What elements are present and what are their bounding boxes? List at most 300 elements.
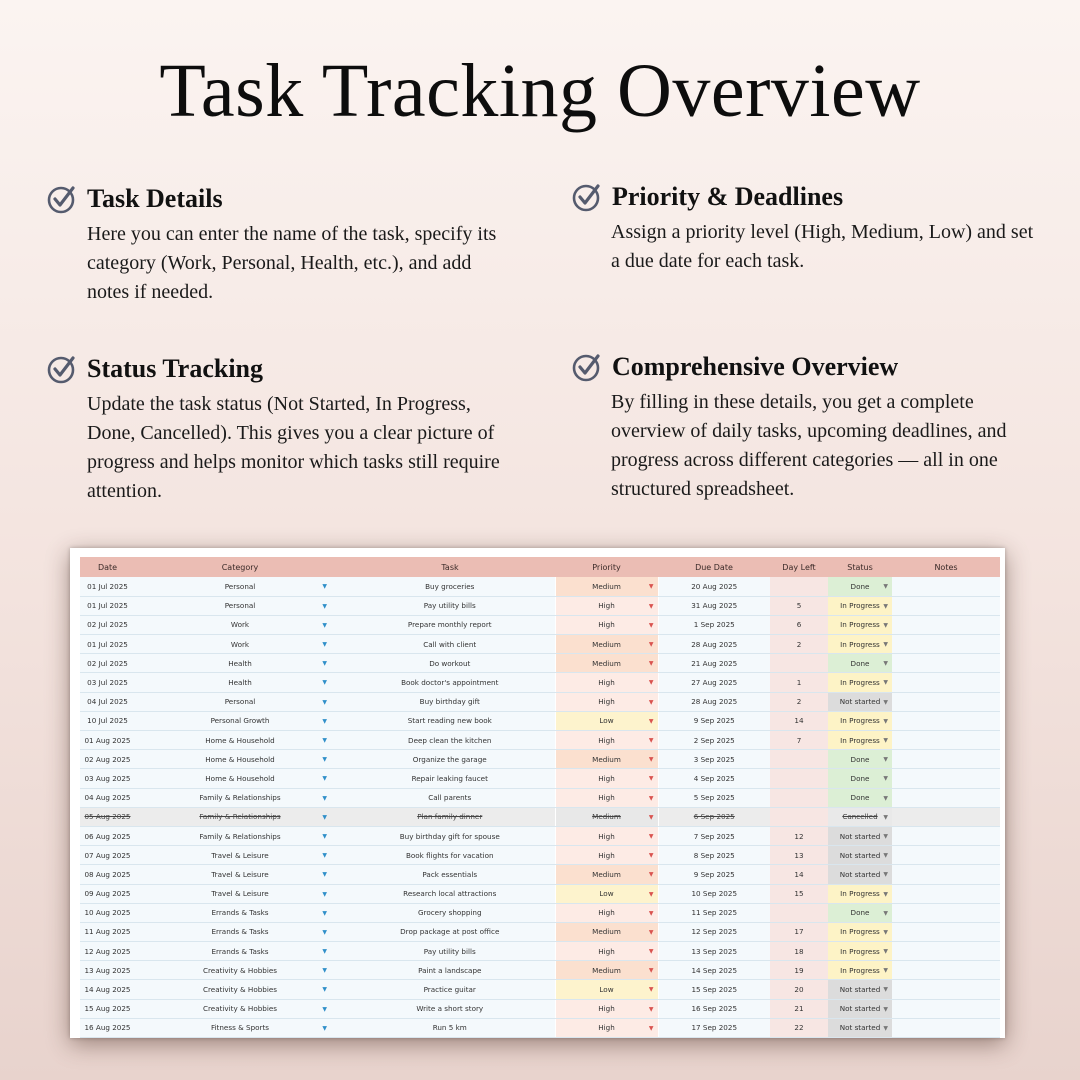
cell-priority[interactable] [555,807,658,826]
table-row[interactable] [80,826,1000,845]
cell-due-date[interactable] [658,865,770,884]
cell-day-left[interactable] [770,903,828,922]
dropdown-arrow-icon[interactable]: ▼ [322,1005,327,1013]
table-row[interactable] [80,999,1000,1018]
table-row[interactable] [80,692,1000,711]
cell-task[interactable] [345,731,555,750]
dropdown-arrow-icon[interactable]: ▼ [648,583,654,590]
cell-notes[interactable] [892,615,1000,634]
cell-priority[interactable] [555,711,658,730]
cell-due-date[interactable] [658,769,770,788]
cell-priority[interactable] [555,922,658,941]
header-task[interactable]: Task [345,557,555,577]
cell-priority[interactable] [555,596,658,615]
cell-priority[interactable] [555,1018,658,1037]
cell-due-date[interactable] [658,884,770,903]
cell-priority[interactable] [555,692,658,711]
cell-notes[interactable] [892,807,1000,826]
cell-day-left[interactable] [770,750,828,769]
cell-priority[interactable] [555,635,658,654]
cell-category[interactable] [135,577,345,596]
dropdown-arrow-icon[interactable]: ▼ [648,756,654,764]
table-row[interactable] [80,807,1000,826]
cell-category[interactable] [135,615,345,634]
cell-day-left[interactable] [770,615,828,634]
table-header-row [80,557,1000,577]
dropdown-arrow-icon[interactable]: ▼ [883,660,888,668]
cell-day-left[interactable] [770,769,828,788]
cell-task[interactable] [345,865,555,884]
dropdown-arrow-icon[interactable]: ▼ [648,717,654,725]
cell-status[interactable] [828,846,892,865]
cell-date[interactable] [80,846,135,865]
cell-date[interactable] [80,903,135,922]
cell-priority[interactable] [555,865,658,884]
cell-status[interactable] [828,692,892,711]
dropdown-arrow-icon[interactable]: ▼ [883,871,888,879]
cell-notes[interactable] [892,884,1000,903]
cell-day-left[interactable] [770,980,828,999]
cell-date[interactable] [80,750,135,769]
dropdown-arrow-icon[interactable]: ▼ [322,583,327,590]
cell-date[interactable] [80,769,135,788]
cell-date[interactable] [80,826,135,845]
cell-day-left[interactable] [770,654,828,673]
cell-task[interactable] [345,922,555,941]
dropdown-arrow-icon[interactable]: ▼ [648,928,654,936]
cell-notes[interactable] [892,654,1000,673]
cell-category[interactable] [135,596,345,615]
cell-day-left[interactable] [770,635,828,654]
cell-category[interactable] [135,769,345,788]
table-row[interactable] [80,711,1000,730]
cell-date[interactable] [80,1018,135,1037]
cell-status[interactable] [828,961,892,980]
table-row[interactable] [80,750,1000,769]
cell-notes[interactable] [892,922,1000,941]
dropdown-arrow-icon[interactable]: ▼ [322,909,327,917]
cell-notes[interactable] [892,961,1000,980]
cell-due-date[interactable] [658,673,770,692]
dropdown-arrow-icon[interactable]: ▼ [883,1005,888,1013]
cell-status[interactable] [828,826,892,845]
cell-date[interactable] [80,654,135,673]
dropdown-arrow-icon[interactable]: ▼ [648,621,654,629]
dropdown-arrow-icon[interactable]: ▼ [322,660,327,668]
cell-day-left[interactable] [770,961,828,980]
table-row[interactable] [80,615,1000,634]
cell-task[interactable] [345,711,555,730]
cell-category[interactable] [135,711,345,730]
dropdown-arrow-icon[interactable]: ▼ [883,813,888,821]
cell-notes[interactable] [892,731,1000,750]
cell-day-left[interactable] [770,826,828,845]
dropdown-arrow-icon[interactable]: ▼ [883,583,888,590]
table-row[interactable] [80,788,1000,807]
cell-date[interactable] [80,980,135,999]
cell-date[interactable] [80,884,135,903]
cell-status[interactable] [828,1018,892,1037]
cell-status[interactable] [828,635,892,654]
dropdown-arrow-icon[interactable]: ▼ [648,890,654,898]
cell-category[interactable] [135,884,345,903]
cell-category[interactable] [135,635,345,654]
table-row[interactable] [80,577,1000,596]
cell-category[interactable] [135,1018,345,1037]
cell-task[interactable] [345,807,555,826]
dropdown-arrow-icon[interactable]: ▼ [648,794,654,802]
cell-task[interactable] [345,884,555,903]
cell-category[interactable] [135,807,345,826]
dropdown-arrow-icon[interactable]: ▼ [322,602,327,610]
dropdown-arrow-icon[interactable]: ▼ [322,986,327,994]
dropdown-arrow-icon[interactable]: ▼ [883,852,888,860]
cell-status[interactable] [828,750,892,769]
cell-task[interactable] [345,903,555,922]
table-row[interactable] [80,922,1000,941]
cell-day-left[interactable] [770,731,828,750]
cell-status[interactable] [828,922,892,941]
cell-due-date[interactable] [658,826,770,845]
table-row[interactable] [80,942,1000,961]
cell-due-date[interactable] [658,903,770,922]
cell-status[interactable] [828,577,892,596]
dropdown-arrow-icon[interactable]: ▼ [883,775,888,783]
cell-day-left[interactable] [770,922,828,941]
dropdown-arrow-icon[interactable]: ▼ [322,794,327,802]
dropdown-arrow-icon[interactable]: ▼ [648,698,654,706]
dropdown-arrow-icon[interactable]: ▼ [883,909,888,917]
cell-priority[interactable] [555,846,658,865]
cell-priority[interactable] [555,769,658,788]
header-notes[interactable]: Notes [892,557,1000,577]
dropdown-arrow-icon[interactable]: ▼ [322,717,327,725]
cell-due-date[interactable] [658,961,770,980]
cell-date[interactable] [80,942,135,961]
dropdown-arrow-icon[interactable]: ▼ [322,832,327,840]
table-row[interactable] [80,1018,1000,1037]
table-row[interactable] [80,961,1000,980]
table-row[interactable] [80,635,1000,654]
cell-status[interactable] [828,807,892,826]
cell-due-date[interactable] [658,692,770,711]
dropdown-arrow-icon[interactable]: ▼ [883,641,888,649]
dropdown-arrow-icon[interactable]: ▼ [322,775,327,783]
cell-task[interactable] [345,654,555,673]
dropdown-arrow-icon[interactable]: ▼ [883,717,888,725]
cell-notes[interactable] [892,826,1000,845]
dropdown-arrow-icon[interactable]: ▼ [648,775,654,783]
cell-status[interactable] [828,654,892,673]
cell-category[interactable] [135,922,345,941]
dropdown-arrow-icon[interactable]: ▼ [648,967,654,975]
dropdown-arrow-icon[interactable]: ▼ [883,756,888,764]
cell-date[interactable] [80,711,135,730]
table-row[interactable] [80,654,1000,673]
dropdown-arrow-icon[interactable]: ▼ [322,679,327,687]
dropdown-arrow-icon[interactable]: ▼ [322,967,327,975]
cell-priority[interactable] [555,884,658,903]
cell-priority[interactable] [555,961,658,980]
dropdown-arrow-icon[interactable]: ▼ [322,698,327,706]
dropdown-arrow-icon[interactable]: ▼ [648,871,654,879]
cell-notes[interactable] [892,846,1000,865]
cell-task[interactable] [345,826,555,845]
cell-day-left[interactable] [770,577,828,596]
dropdown-arrow-icon[interactable]: ▼ [883,621,888,629]
dropdown-arrow-icon[interactable]: ▼ [648,1005,654,1013]
cell-category[interactable] [135,673,345,692]
cell-due-date[interactable] [658,1018,770,1037]
cell-task[interactable] [345,673,555,692]
cell-category[interactable] [135,692,345,711]
cell-priority-text: High [598,1023,615,1033]
cell-category[interactable] [135,999,345,1018]
cell-notes[interactable] [892,596,1000,615]
cell-category[interactable] [135,980,345,999]
cell-category[interactable] [135,654,345,673]
cell-notes[interactable] [892,711,1000,730]
cell-task[interactable] [345,635,555,654]
cell-due-date[interactable] [658,596,770,615]
cell-status[interactable] [828,884,892,903]
cell-due-date[interactable] [658,615,770,634]
dropdown-arrow-icon[interactable]: ▼ [648,813,654,821]
cell-notes[interactable] [892,692,1000,711]
cell-due-date[interactable] [658,942,770,961]
cell-notes[interactable] [892,769,1000,788]
cell-due-date[interactable] [658,577,770,596]
cell-task[interactable] [345,615,555,634]
cell-notes[interactable] [892,999,1000,1018]
cell-date[interactable] [80,961,135,980]
header-date[interactable]: Date [80,557,135,577]
cell-due-date[interactable] [658,980,770,999]
header-due-date[interactable]: Due Date [658,557,770,577]
dropdown-arrow-icon[interactable]: ▼ [648,832,654,840]
dropdown-arrow-icon[interactable]: ▼ [883,967,888,975]
cell-task[interactable] [345,769,555,788]
cell-day-left[interactable] [770,1018,828,1037]
cell-task[interactable] [345,788,555,807]
cell-priority[interactable] [555,903,658,922]
cell-category[interactable] [135,750,345,769]
table-row[interactable] [80,673,1000,692]
dropdown-arrow-icon[interactable]: ▼ [322,1024,327,1032]
cell-status[interactable] [828,711,892,730]
dropdown-arrow-icon[interactable]: ▼ [648,909,654,917]
cell-notes[interactable] [892,865,1000,884]
table-row[interactable] [80,596,1000,615]
dropdown-arrow-icon[interactable]: ▼ [883,602,888,610]
dropdown-arrow-icon[interactable]: ▼ [648,641,654,649]
cell-day-left[interactable] [770,596,828,615]
cell-day-left[interactable] [770,846,828,865]
cell-due-date[interactable] [658,654,770,673]
table-row[interactable] [80,865,1000,884]
cell-due-date[interactable] [658,846,770,865]
cell-due-date[interactable] [658,731,770,750]
dropdown-arrow-icon[interactable]: ▼ [322,928,327,936]
cell-category[interactable] [135,903,345,922]
dropdown-arrow-icon[interactable]: ▼ [648,679,654,687]
header-priority[interactable]: Priority [555,557,658,577]
cell-day-left[interactable] [770,807,828,826]
cell-date[interactable] [80,615,135,634]
dropdown-arrow-icon[interactable]: ▼ [322,871,327,879]
cell-priority[interactable] [555,788,658,807]
cell-due-date[interactable] [658,999,770,1018]
header-category[interactable]: Category [135,557,345,577]
cell-task[interactable] [345,846,555,865]
cell-status[interactable] [828,673,892,692]
cell-priority[interactable] [555,577,658,596]
cell-date[interactable] [80,999,135,1018]
cell-status[interactable] [828,769,892,788]
cell-task[interactable] [345,980,555,999]
cell-notes[interactable] [892,673,1000,692]
cell-notes[interactable] [892,635,1000,654]
header-day-left[interactable]: Day Left [770,557,828,577]
cell-task[interactable] [345,961,555,980]
cell-category[interactable] [135,788,345,807]
cell-notes[interactable] [892,788,1000,807]
cell-due-date[interactable] [658,788,770,807]
dropdown-arrow-icon[interactable]: ▼ [883,794,888,802]
cell-task[interactable] [345,1018,555,1037]
cell-task[interactable] [345,999,555,1018]
cell-priority[interactable] [555,999,658,1018]
cell-category[interactable] [135,846,345,865]
cell-category[interactable] [135,865,345,884]
cell-due-date[interactable] [658,922,770,941]
cell-day-left[interactable] [770,884,828,903]
cell-day-left[interactable] [770,865,828,884]
cell-notes[interactable] [892,750,1000,769]
cell-priority[interactable] [555,615,658,634]
cell-due-date[interactable] [658,750,770,769]
dropdown-arrow-icon[interactable]: ▼ [883,1024,888,1032]
dropdown-arrow-icon[interactable]: ▼ [322,621,327,629]
cell-task[interactable] [345,577,555,596]
dropdown-arrow-icon[interactable]: ▼ [883,737,888,744]
cell-priority[interactable] [555,673,658,692]
dropdown-arrow-icon[interactable]: ▼ [322,641,327,649]
cell-day-left[interactable] [770,692,828,711]
cell-priority[interactable] [555,826,658,845]
cell-date[interactable] [80,673,135,692]
table-row[interactable] [80,846,1000,865]
dropdown-arrow-icon[interactable]: ▼ [648,948,654,956]
dropdown-arrow-icon[interactable]: ▼ [883,698,888,706]
cell-task[interactable] [345,942,555,961]
cell-category[interactable] [135,942,345,961]
cell-status[interactable] [828,980,892,999]
cell-notes[interactable] [892,980,1000,999]
cell-status[interactable] [828,596,892,615]
cell-date[interactable] [80,635,135,654]
cell-status[interactable] [828,999,892,1018]
cell-due-date[interactable] [658,635,770,654]
cell-status[interactable] [828,942,892,961]
dropdown-arrow-icon[interactable]: ▼ [648,1024,654,1032]
dropdown-arrow-icon[interactable]: ▼ [883,832,888,840]
cell-category[interactable] [135,826,345,845]
dropdown-arrow-icon[interactable]: ▼ [883,928,888,936]
dropdown-arrow-icon[interactable]: ▼ [883,890,888,898]
cell-date[interactable] [80,692,135,711]
cell-notes[interactable] [892,1018,1000,1037]
cell-day-left[interactable] [770,999,828,1018]
dropdown-arrow-icon[interactable]: ▼ [648,660,654,668]
cell-notes[interactable] [892,577,1000,596]
dropdown-arrow-icon[interactable]: ▼ [648,986,654,994]
table-row[interactable] [80,903,1000,922]
table-row[interactable] [80,980,1000,999]
cell-category[interactable] [135,961,345,980]
cell-category-text: Errands & Tasks [211,908,269,918]
cell-priority[interactable] [555,731,658,750]
cell-due-date[interactable] [658,807,770,826]
cell-priority[interactable] [555,654,658,673]
cell-priority[interactable] [555,750,658,769]
table-row[interactable] [80,884,1000,903]
cell-status[interactable] [828,865,892,884]
dropdown-arrow-icon[interactable]: ▼ [322,756,327,764]
dropdown-arrow-icon[interactable]: ▼ [648,602,654,610]
cell-date[interactable] [80,577,135,596]
cell-category-text: Family & Relationships [199,812,281,822]
dropdown-arrow-icon[interactable]: ▼ [322,890,327,898]
cell-date[interactable] [80,807,135,826]
cell-date[interactable] [80,788,135,807]
cell-date[interactable] [80,865,135,884]
cell-day-left[interactable] [770,711,828,730]
cell-day-left[interactable] [770,942,828,961]
cell-status[interactable] [828,903,892,922]
dropdown-arrow-icon[interactable]: ▼ [883,679,888,687]
dropdown-arrow-icon[interactable]: ▼ [648,737,654,744]
header-status[interactable]: Status [828,557,892,577]
cell-date[interactable] [80,596,135,615]
dropdown-arrow-icon[interactable]: ▼ [322,852,327,860]
cell-date[interactable] [80,922,135,941]
cell-status[interactable] [828,731,892,750]
dropdown-arrow-icon[interactable]: ▼ [322,813,327,821]
cell-task[interactable] [345,750,555,769]
cell-due-date[interactable] [658,711,770,730]
cell-status[interactable] [828,615,892,634]
dropdown-arrow-icon[interactable]: ▼ [322,948,327,956]
cell-day-left[interactable] [770,788,828,807]
dropdown-arrow-icon[interactable]: ▼ [883,986,888,994]
cell-priority[interactable] [555,942,658,961]
cell-task[interactable] [345,692,555,711]
dropdown-arrow-icon[interactable]: ▼ [648,852,654,860]
cell-notes[interactable] [892,942,1000,961]
dropdown-arrow-icon[interactable]: ▼ [883,948,888,956]
cell-day-left[interactable] [770,673,828,692]
table-row[interactable] [80,769,1000,788]
cell-status[interactable] [828,788,892,807]
cell-date[interactable] [80,731,135,750]
table-row[interactable] [80,731,1000,750]
cell-notes[interactable] [892,903,1000,922]
cell-category[interactable] [135,731,345,750]
dropdown-arrow-icon[interactable]: ▼ [322,737,327,744]
cell-task[interactable] [345,596,555,615]
cell-priority[interactable] [555,980,658,999]
